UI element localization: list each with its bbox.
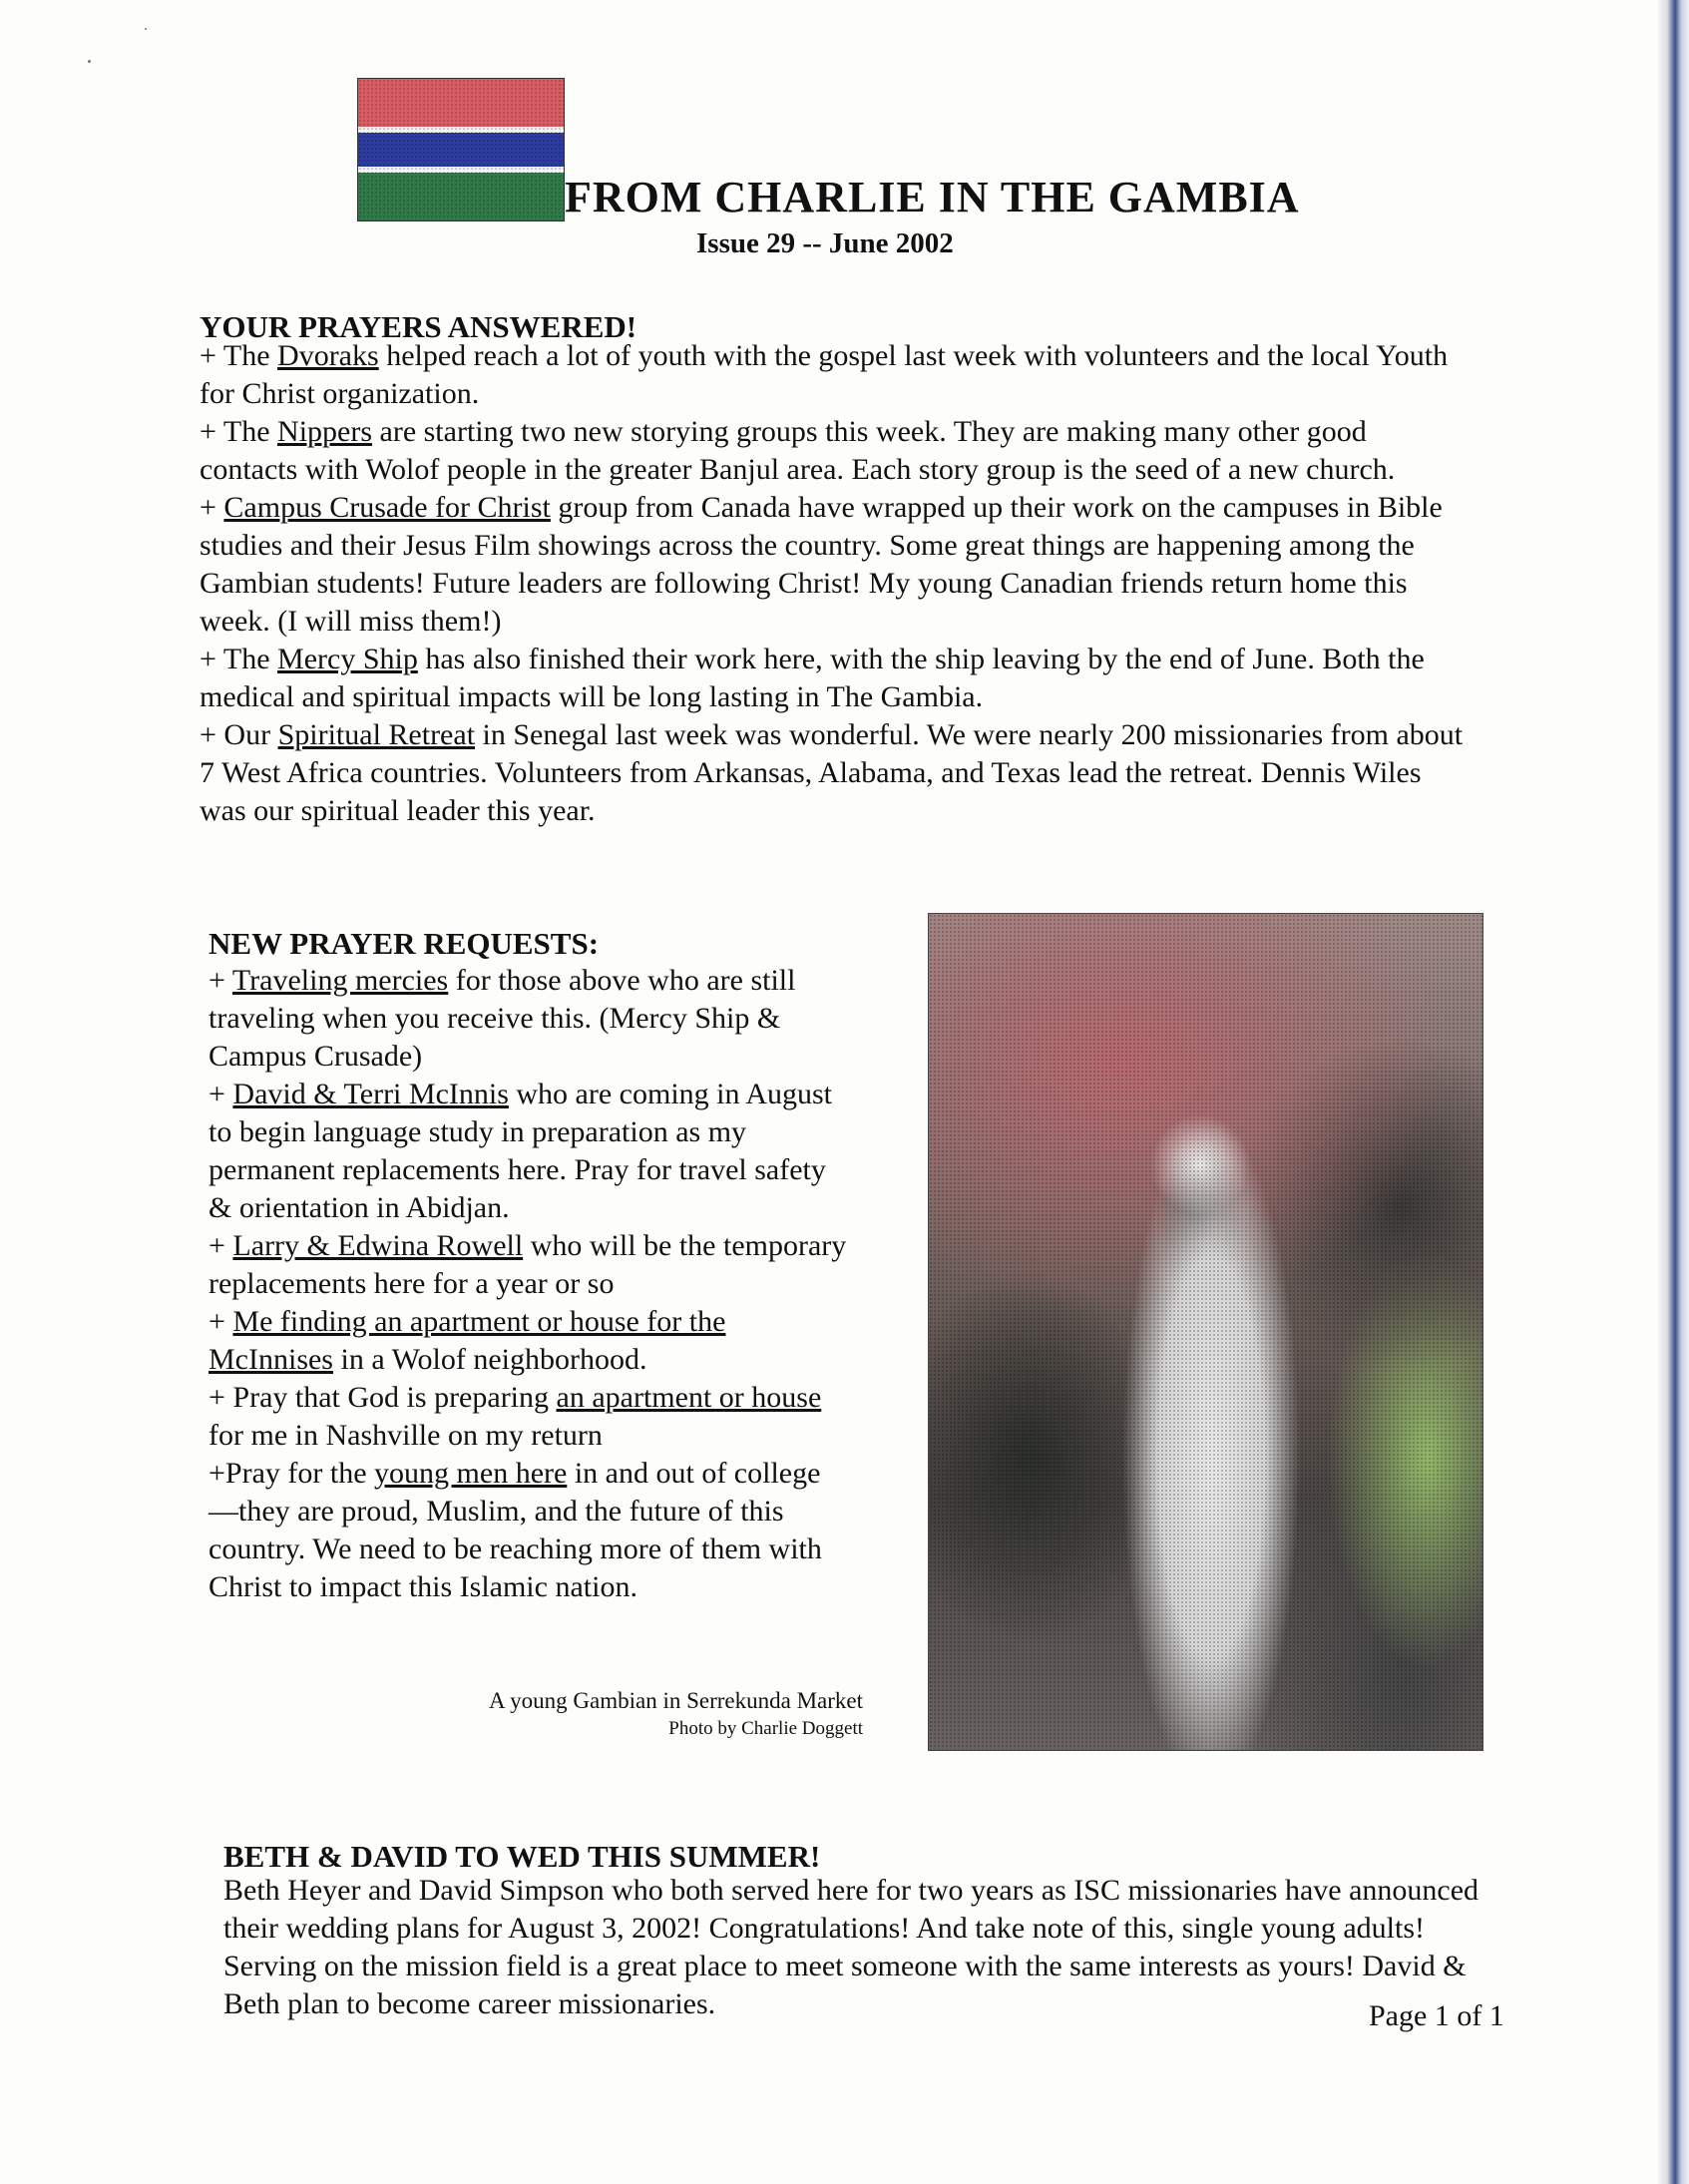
gambia-flag-image bbox=[357, 78, 565, 221]
photo-caption: A young Gambian in Serrekunda Market bbox=[489, 1688, 863, 1713]
wedding-heading: BETH & DAVID TO WED THIS SUMMER! bbox=[223, 1839, 821, 1874]
page-number: Page 1 of 1 bbox=[1369, 1999, 1504, 2032]
answered-item: + Campus Crusade for Christ group from Canada have wrapped up their work on the campuses in Bible studies and their Jesus Film showings across the country. Some great things are happening among the Gambian students! Future leaders are following Christ! My young Canadian friends return home this week. (I will miss them!) bbox=[200, 491, 1443, 638]
answered-item: + Our Spiritual Retreat in Senegal last week was wonderful. We were nearly 200 missionaries from about 7 West Africa countries. Volunteers from Arkansas, Alabama, and Texas lead the retreat. Dennis Wiles was our spiritual leader this year. bbox=[200, 718, 1464, 827]
answered-list bbox=[200, 337, 1472, 830]
item-link: Spiritual Retreat bbox=[277, 718, 476, 751]
item-link: Dvoraks bbox=[277, 339, 379, 372]
requests-list bbox=[209, 962, 847, 1606]
item-link: Nippers bbox=[277, 415, 373, 448]
request-item: + Larry & Edwina Rowell who will be the temporary replacements here for a year or so bbox=[209, 1229, 847, 1300]
answered-item: + The Nippers are starting two new storying groups this week. They are making many other good contacts with Wolof people in the greater Banjul area. Each story group is the seed of a new church. bbox=[200, 415, 1396, 486]
request-item: + Pray that God is preparing an apartment or house for me in Nashville on my return bbox=[209, 1381, 822, 1452]
request-item: + Me finding an apartment or house for the McInnises in a Wolof neighborhood. bbox=[209, 1305, 726, 1376]
scan-edge bbox=[1658, 0, 1689, 2184]
item-link: an apartment or house bbox=[556, 1381, 822, 1414]
wedding-text: Beth Heyer and David Simpson who both served here for two years as ISC missionaries have announced their wedding plans for August 3, 2002! Congratulations! And take note of this, single young adults! Serving on the mission field is a great place to meet someone with the same interests as yours! David & Beth plan to become career missionaries. bbox=[223, 1874, 1479, 2020]
item-link: Larry & Edwina Rowell bbox=[232, 1229, 524, 1262]
item-link: Mercy Ship bbox=[277, 643, 418, 675]
market-photo bbox=[928, 913, 1483, 1751]
item-link: young men here bbox=[374, 1457, 568, 1490]
request-item: + David & Terri McInnis who are coming in August to begin language study in preparation as my permanent replacements here. Pray for travel safety & orientation in Abidjan. bbox=[209, 1078, 833, 1224]
item-link: Traveling mercies bbox=[231, 964, 449, 997]
item-link: Me finding an apartment or house for the McInnises bbox=[209, 1305, 726, 1376]
requests-heading: NEW PRAYER REQUESTS: bbox=[209, 926, 600, 961]
newsletter-title: FROM CHARLIE IN THE GAMBIA bbox=[565, 173, 1300, 221]
item-link: David & Terri McInnis bbox=[232, 1078, 509, 1110]
item-link: Campus Crusade for Christ bbox=[223, 491, 551, 524]
answered-item: + The Dvoraks helped reach a lot of youth with the gospel last week with volunteers and the local Youth for Christ organization. bbox=[200, 339, 1449, 410]
answered-item: + The Mercy Ship has also finished their work here, with the ship leaving by the end of June. Both the medical and spiritual impacts will be long lasting in The Gambia. bbox=[200, 643, 1425, 713]
answered-heading: YOUR PRAYERS ANSWERED! bbox=[200, 309, 637, 344]
scan-speck bbox=[145, 28, 147, 30]
issue-line: Issue 29 -- June 2002 bbox=[696, 227, 954, 259]
request-item: + Traveling mercies for those above who are still traveling when you receive this. (Mercy Ship & Campus Crusade) bbox=[209, 964, 796, 1073]
scan-speck bbox=[88, 60, 91, 63]
request-item: +Pray for the young men here in and out of college—they are proud, Muslim, and the future of this country. We need to be reaching more of them with Christ to impact this Islamic nation. bbox=[209, 1457, 822, 1603]
photo-credit: Photo by Charlie Doggett bbox=[668, 1718, 863, 1739]
